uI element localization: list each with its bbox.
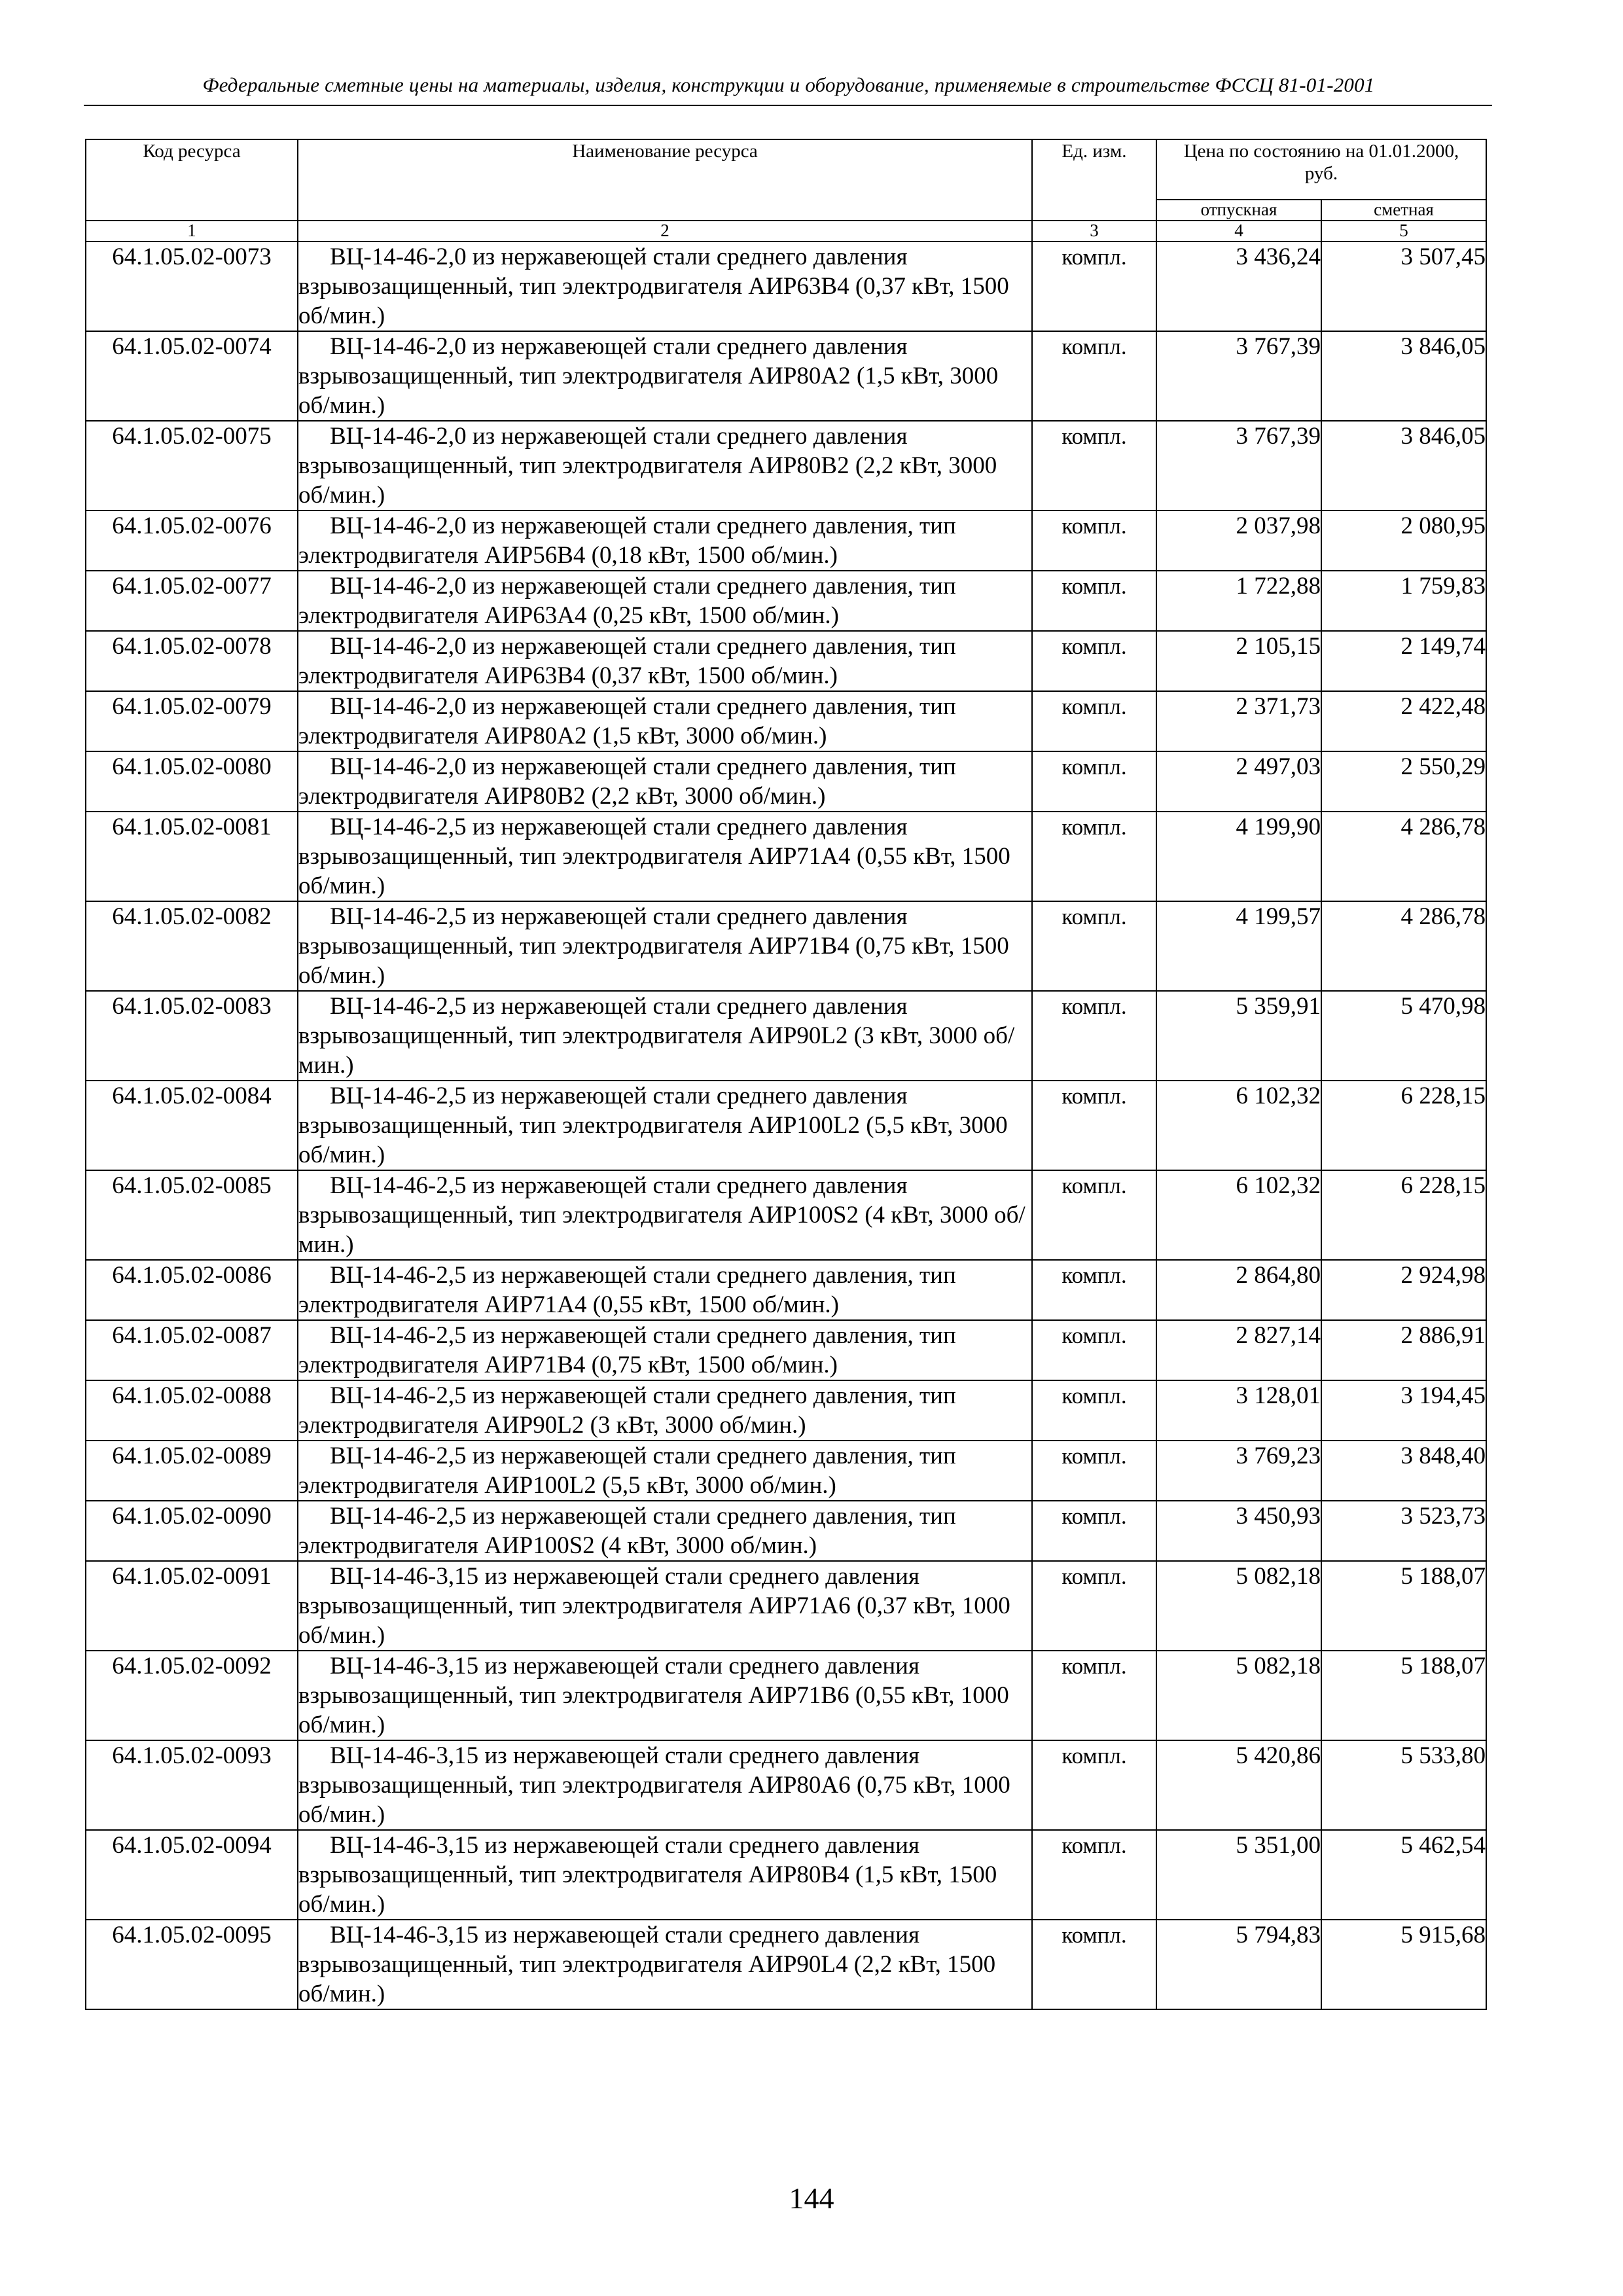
resource-code-cell: 64.1.05.02-0092 xyxy=(86,1651,298,1740)
resource-name-cell: ВЦ-14-46-2,5 из нержавеющей стали среднего давления, тип электродвигателя АИР71В4 (0,75 кВт, 1500 об/мин.) xyxy=(298,1320,1032,1380)
release-price-cell: 5 082,18 xyxy=(1156,1651,1321,1740)
release-price-cell: 2 497,03 xyxy=(1156,751,1321,812)
resource-code-cell: 64.1.05.02-0085 xyxy=(86,1170,298,1260)
column-number: 2 xyxy=(298,221,1032,242)
header-name: Наименование ресурса xyxy=(298,139,1032,221)
estimate-price-cell: 5 915,68 xyxy=(1321,1920,1486,2009)
header-estimate: сметная xyxy=(1321,200,1486,221)
resource-code-cell: 64.1.05.02-0079 xyxy=(86,691,298,751)
estimate-price-cell: 3 507,45 xyxy=(1321,242,1486,331)
estimate-price-cell: 5 470,98 xyxy=(1321,991,1486,1081)
release-price-cell: 3 128,01 xyxy=(1156,1380,1321,1441)
release-price-cell: 2 864,80 xyxy=(1156,1260,1321,1320)
release-price-cell: 3 769,23 xyxy=(1156,1441,1321,1501)
unit-cell: компл. xyxy=(1032,901,1156,991)
resource-name-cell: ВЦ-14-46-3,15 из нержавеющей стали среднего давления взрывозащищенный, тип электродвигателя АИР90L4 (2,2 кВт, 1500 об/мин.) xyxy=(298,1920,1032,2009)
table-row xyxy=(86,1651,1486,1740)
unit-cell: компл. xyxy=(1032,1740,1156,1830)
table-row xyxy=(86,511,1486,571)
table-row xyxy=(86,751,1486,812)
resource-name-cell: ВЦ-14-46-3,15 из нержавеющей стали среднего давления взрывозащищенный, тип электродвигателя АИР71В6 (0,55 кВт, 1000 об/мин.) xyxy=(298,1651,1032,1740)
table-row xyxy=(86,1561,1486,1651)
estimate-price-cell: 4 286,78 xyxy=(1321,901,1486,991)
column-number-row xyxy=(86,221,1486,242)
header-release: отпускная xyxy=(1156,200,1321,221)
resource-code-cell: 64.1.05.02-0094 xyxy=(86,1830,298,1920)
unit-cell: компл. xyxy=(1032,691,1156,751)
estimate-price-cell: 1 759,83 xyxy=(1321,571,1486,631)
estimate-price-cell: 5 462,54 xyxy=(1321,1830,1486,1920)
resource-name-cell: ВЦ-14-46-3,15 из нержавеющей стали среднего давления взрывозащищенный, тип электродвигателя АИР80В4 (1,5 кВт, 1500 об/мин.) xyxy=(298,1830,1032,1920)
resource-name-cell: ВЦ-14-46-2,0 из нержавеющей стали среднего давления взрывозащищенный, тип электродвигателя АИР80В2 (2,2 кВт, 3000 об/мин.) xyxy=(298,421,1032,511)
resource-code-cell: 64.1.05.02-0086 xyxy=(86,1260,298,1320)
resource-name-cell: ВЦ-14-46-2,0 из нержавеющей стали среднего давления, тип электродвигателя АИР63А4 (0,25 кВт, 1500 об/мин.) xyxy=(298,571,1032,631)
estimate-price-cell: 3 194,45 xyxy=(1321,1380,1486,1441)
table-row xyxy=(86,1501,1486,1561)
resource-name-cell: ВЦ-14-46-2,5 из нержавеющей стали среднего давления, тип электродвигателя АИР100S2 (4 кВт, 3000 об/мин.) xyxy=(298,1501,1032,1561)
release-price-cell: 4 199,57 xyxy=(1156,901,1321,991)
column-number: 4 xyxy=(1156,221,1321,242)
resource-code-cell: 64.1.05.02-0091 xyxy=(86,1561,298,1651)
estimate-price-cell: 2 080,95 xyxy=(1321,511,1486,571)
header-price-group: Цена по состоянию на 01.01.2000, руб. xyxy=(1156,139,1486,200)
release-price-cell: 2 105,15 xyxy=(1156,631,1321,691)
estimate-price-cell: 5 188,07 xyxy=(1321,1651,1486,1740)
resource-name-cell: ВЦ-14-46-2,0 из нержавеющей стали среднего давления взрывозащищенный, тип электродвигателя АИР63В4 (0,37 кВт, 1500 об/мин.) xyxy=(298,242,1032,331)
resource-code-cell: 64.1.05.02-0075 xyxy=(86,421,298,511)
resource-name-cell: ВЦ-14-46-2,5 из нержавеющей стали среднего давления, тип электродвигателя АИР90L2 (3 кВт, 3000 об/мин.) xyxy=(298,1380,1032,1441)
unit-cell: компл. xyxy=(1032,1380,1156,1441)
table-row xyxy=(86,691,1486,751)
resource-code-cell: 64.1.05.02-0087 xyxy=(86,1320,298,1380)
release-price-cell: 5 794,83 xyxy=(1156,1920,1321,2009)
unit-cell: компл. xyxy=(1032,1081,1156,1170)
resource-code-cell: 64.1.05.02-0090 xyxy=(86,1501,298,1561)
table-row xyxy=(86,1170,1486,1260)
release-price-cell: 1 722,88 xyxy=(1156,571,1321,631)
table-row xyxy=(86,1830,1486,1920)
table-row xyxy=(86,571,1486,631)
resource-name-cell: ВЦ-14-46-2,5 из нержавеющей стали среднего давления взрывозащищенный, тип электродвигателя АИР100S2 (4 кВт, 3000 об/мин.) xyxy=(298,1170,1032,1260)
resource-code-cell: 64.1.05.02-0078 xyxy=(86,631,298,691)
unit-cell: компл. xyxy=(1032,1561,1156,1651)
resource-code-cell: 64.1.05.02-0074 xyxy=(86,331,298,421)
estimate-price-cell: 3 846,05 xyxy=(1321,421,1486,511)
column-number: 5 xyxy=(1321,221,1486,242)
resource-code-cell: 64.1.05.02-0081 xyxy=(86,812,298,901)
table-row xyxy=(86,1260,1486,1320)
running-header: Федеральные сметные цены на материалы, изделия, конструкции и оборудование, применяемые в строительстве ФССЦ 81-01-2001 xyxy=(202,73,1375,96)
resource-code-cell: 64.1.05.02-0095 xyxy=(86,1920,298,2009)
estimate-price-cell: 2 886,91 xyxy=(1321,1320,1486,1380)
table-row xyxy=(86,1380,1486,1441)
release-price-cell: 5 420,86 xyxy=(1156,1740,1321,1830)
release-price-cell: 5 359,91 xyxy=(1156,991,1321,1081)
estimate-price-cell: 6 228,15 xyxy=(1321,1081,1486,1170)
resource-name-cell: ВЦ-14-46-2,5 из нержавеющей стали среднего давления взрывозащищенный, тип электродвигателя АИР100L2 (5,5 кВт, 3000 об/мин.) xyxy=(298,1081,1032,1170)
unit-cell: компл. xyxy=(1032,812,1156,901)
column-number: 3 xyxy=(1032,221,1156,242)
estimate-price-cell: 5 533,80 xyxy=(1321,1740,1486,1830)
table-row xyxy=(86,991,1486,1081)
estimate-price-cell: 3 848,40 xyxy=(1321,1441,1486,1501)
release-price-cell: 3 436,24 xyxy=(1156,242,1321,331)
estimate-price-cell: 4 286,78 xyxy=(1321,812,1486,901)
resource-name-cell: ВЦ-14-46-2,0 из нержавеющей стали среднего давления, тип электродвигателя АИР63В4 (0,37 кВт, 1500 об/мин.) xyxy=(298,631,1032,691)
resource-name-cell: ВЦ-14-46-2,5 из нержавеющей стали среднего давления взрывозащищенный, тип электродвигателя АИР71А4 (0,55 кВт, 1500 об/мин.) xyxy=(298,812,1032,901)
resource-name-cell: ВЦ-14-46-2,0 из нержавеющей стали среднего давления взрывозащищенный, тип электродвигателя АИР80А2 (1,5 кВт, 3000 об/мин.) xyxy=(298,331,1032,421)
resource-code-cell: 64.1.05.02-0076 xyxy=(86,511,298,571)
header-unit: Ед. изм. xyxy=(1032,139,1156,221)
estimate-price-cell: 2 422,48 xyxy=(1321,691,1486,751)
estimate-price-cell: 3 846,05 xyxy=(1321,331,1486,421)
table-row xyxy=(86,331,1486,421)
header-code: Код ресурса xyxy=(86,139,298,221)
resource-name-cell: ВЦ-14-46-2,5 из нержавеющей стали среднего давления, тип электродвигателя АИР71А4 (0,55 кВт, 1500 об/мин.) xyxy=(298,1260,1032,1320)
table-row xyxy=(86,1320,1486,1380)
resource-code-cell: 64.1.05.02-0073 xyxy=(86,242,298,331)
resource-name-cell: ВЦ-14-46-2,0 из нержавеющей стали среднего давления, тип электродвигателя АИР80В2 (2,2 кВт, 3000 об/мин.) xyxy=(298,751,1032,812)
release-price-cell: 5 082,18 xyxy=(1156,1561,1321,1651)
unit-cell: компл. xyxy=(1032,991,1156,1081)
resource-name-cell: ВЦ-14-46-2,5 из нержавеющей стали среднего давления взрывозащищенный, тип электродвигателя АИР90L2 (3 кВт, 3000 об/мин.) xyxy=(298,991,1032,1081)
release-price-cell: 3 767,39 xyxy=(1156,421,1321,511)
resource-code-cell: 64.1.05.02-0082 xyxy=(86,901,298,991)
table-body xyxy=(86,242,1486,2009)
unit-cell: компл. xyxy=(1032,1920,1156,2009)
estimate-price-cell: 3 523,73 xyxy=(1321,1501,1486,1561)
release-price-cell: 5 351,00 xyxy=(1156,1830,1321,1920)
unit-cell: компл. xyxy=(1032,1830,1156,1920)
unit-cell: компл. xyxy=(1032,1320,1156,1380)
table-row xyxy=(86,901,1486,991)
release-price-cell: 6 102,32 xyxy=(1156,1170,1321,1260)
release-price-cell: 2 827,14 xyxy=(1156,1320,1321,1380)
price-table xyxy=(85,139,1487,2010)
column-number: 1 xyxy=(86,221,298,242)
unit-cell: компл. xyxy=(1032,631,1156,691)
table-row xyxy=(86,242,1486,331)
resource-name-cell: ВЦ-14-46-2,0 из нержавеющей стали среднего давления, тип электродвигателя АИР56В4 (0,18 кВт, 1500 об/мин.) xyxy=(298,511,1032,571)
release-price-cell: 3 450,93 xyxy=(1156,1501,1321,1561)
release-price-cell: 4 199,90 xyxy=(1156,812,1321,901)
release-price-cell: 3 767,39 xyxy=(1156,331,1321,421)
page-number: 144 xyxy=(789,2181,834,2215)
unit-cell: компл. xyxy=(1032,1501,1156,1561)
resource-code-cell: 64.1.05.02-0088 xyxy=(86,1380,298,1441)
unit-cell: компл. xyxy=(1032,571,1156,631)
table-row xyxy=(86,1081,1486,1170)
estimate-price-cell: 6 228,15 xyxy=(1321,1170,1486,1260)
resource-code-cell: 64.1.05.02-0084 xyxy=(86,1081,298,1170)
unit-cell: компл. xyxy=(1032,1441,1156,1501)
estimate-price-cell: 5 188,07 xyxy=(1321,1561,1486,1651)
unit-cell: компл. xyxy=(1032,1170,1156,1260)
unit-cell: компл. xyxy=(1032,1651,1156,1740)
resource-code-cell: 64.1.05.02-0080 xyxy=(86,751,298,812)
table-row xyxy=(86,1441,1486,1501)
estimate-price-cell: 2 550,29 xyxy=(1321,751,1486,812)
resource-name-cell: ВЦ-14-46-2,5 из нержавеющей стали среднего давления, тип электродвигателя АИР100L2 (5,5 кВт, 3000 об/мин.) xyxy=(298,1441,1032,1501)
unit-cell: компл. xyxy=(1032,421,1156,511)
estimate-price-cell: 2 149,74 xyxy=(1321,631,1486,691)
resource-name-cell: ВЦ-14-46-2,5 из нержавеющей стали среднего давления взрывозащищенный, тип электродвигателя АИР71В4 (0,75 кВт, 1500 об/мин.) xyxy=(298,901,1032,991)
resource-name-cell: ВЦ-14-46-3,15 из нержавеющей стали среднего давления взрывозащищенный, тип электродвигателя АИР71А6 (0,37 кВт, 1000 об/мин.) xyxy=(298,1561,1032,1651)
release-price-cell: 6 102,32 xyxy=(1156,1081,1321,1170)
resource-name-cell: ВЦ-14-46-3,15 из нержавеющей стали среднего давления взрывозащищенный, тип электродвигателя АИР80А6 (0,75 кВт, 1000 об/мин.) xyxy=(298,1740,1032,1830)
unit-cell: компл. xyxy=(1032,511,1156,571)
table-row xyxy=(86,812,1486,901)
resource-name-cell: ВЦ-14-46-2,0 из нержавеющей стали среднего давления, тип электродвигателя АИР80А2 (1,5 кВт, 3000 об/мин.) xyxy=(298,691,1032,751)
unit-cell: компл. xyxy=(1032,1260,1156,1320)
table-row xyxy=(86,631,1486,691)
unit-cell: компл. xyxy=(1032,242,1156,331)
estimate-price-cell: 2 924,98 xyxy=(1321,1260,1486,1320)
release-price-cell: 2 371,73 xyxy=(1156,691,1321,751)
table-row xyxy=(86,421,1486,511)
table-header xyxy=(86,139,1486,242)
resource-code-cell: 64.1.05.02-0093 xyxy=(86,1740,298,1830)
release-price-cell: 2 037,98 xyxy=(1156,511,1321,571)
unit-cell: компл. xyxy=(1032,331,1156,421)
resource-code-cell: 64.1.05.02-0089 xyxy=(86,1441,298,1501)
table-row xyxy=(86,1920,1486,2009)
header-rule xyxy=(84,105,1492,106)
resource-code-cell: 64.1.05.02-0083 xyxy=(86,991,298,1081)
table-row xyxy=(86,1740,1486,1830)
unit-cell: компл. xyxy=(1032,751,1156,812)
resource-code-cell: 64.1.05.02-0077 xyxy=(86,571,298,631)
